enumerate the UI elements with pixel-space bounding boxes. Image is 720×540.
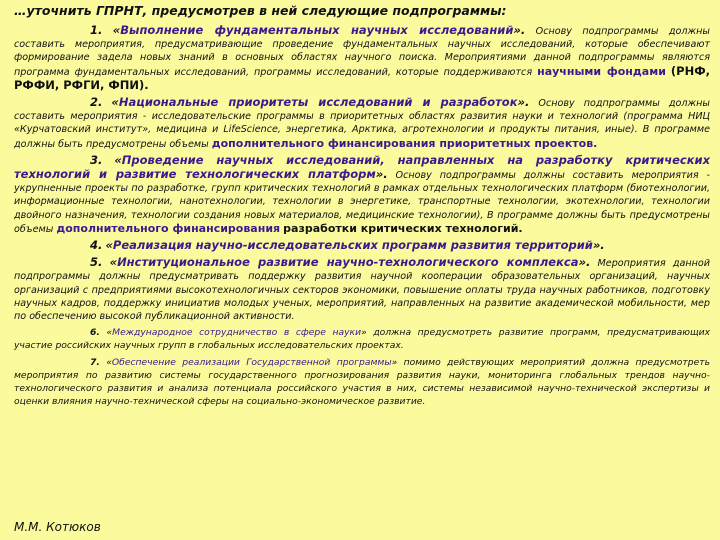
quote-open: « [114,152,122,167]
intro-heading: …уточнить ГПРНТ, предусмотрев в ней следующие подпрограммы: [14,3,507,18]
subprogram-1 [14,24,710,93]
subprogram-body: Основу подпрограммы должны составить мероприятия, предусматривающие проведение фундаментальных научных исследований, которые обеспечивают формирование задела новых знаний в основных областях научного поиска. Мероприятиями данной подпрограммы являются программа фундаментальных исследований, программы исследований, которые поддерживаются [14,26,710,78]
subprogram-4 [14,239,710,253]
subprogram-6 [14,326,710,352]
item-number: 6. [90,327,100,339]
quote-close: ». [517,95,530,110]
quote-close: ». [513,23,526,37]
subprogram-title: Выполнение фундаментальных научных исследований [120,23,514,37]
item-number: 2. [90,95,103,110]
quote-close: ». [375,167,388,182]
quote-close: ». [592,238,605,253]
subprogram-title: Проведение научных исследований, направленных на разработку критических технологий и развитие технологических платформ [14,152,710,182]
quote-close: » [361,327,367,339]
quote-close: » [391,356,398,368]
quote-open: « [106,327,113,339]
item-number: 1. [90,23,103,37]
quote-close: ». [578,255,591,270]
subprogram-body: должна предусмотреть развитие программ, предусматривающих участие российских научных групп в глобальных исследовательских проектах. [14,327,711,352]
quote-open: « [112,23,121,37]
quote-open: « [109,255,118,270]
subprogram-3 [14,154,710,236]
subprogram-body: Основу подпрограммы должны составить мероприятия - укрупненные проекты по разработке, групп критических технологий в рамках отдельных технологических платформ (биотехнологии, информационные технологии, нанотехнологии, технологии в энергетике, транспортные технологии, экотехнологии, технологии двойного назначения, технологии создания новых материалов, медицинские технологии), В программе должны быть предусмотрены объемы [14,170,710,235]
subprogram-5 [14,256,710,323]
financing-tail: разработки критических технологий. [283,221,523,235]
subprogram-2 [14,96,710,151]
subprogram-title: Реализация научно-исследовательских программ развития территорий [112,238,593,253]
financing-emphasis: дополнительного финансирования приоритетных проектов. [211,136,598,150]
subprogram-7 [14,356,710,409]
funds-emphasis: научными фондами [537,64,666,78]
subprogram-title: Международное сотрудничество в сфере науки [112,327,362,339]
quote-open: « [105,238,113,253]
quote-open: « [111,95,119,110]
author-name: М.М. Котюков [14,520,101,534]
subprogram-body: Основу подпрограммы должны составить мероприятия - исследовательские программы в приоритетных областях развития науки и технологий (программа НИЦ «Курчатовский институт», медицина и LifeScience, энергетика, Арктика, агротехнологии и продукты питания, иные). В программе должны быть предусмотрены объемы [14,98,710,150]
subprogram-title: Обеспечение реализации Государственной программы [111,356,392,368]
item-number: 4. [90,238,103,253]
item-number: 3. [90,152,103,167]
quote-open: « [106,356,112,368]
subprogram-body: помимо действующих мероприятий должна предусмотреть мероприятия по развитию системы государственного прогнозирования развития науки, мониторинга глобальных трендов научно-технологического развития и анализа потенциала российского участия в них, системы независимой научно-технической экспертизы и оценки влияния научно-технической сферы на социально-экономическое развитие. [14,356,711,408]
item-number: 7. [90,356,100,368]
funds-list: (РНФ, РФФИ, РФГИ, ФПИ). [14,63,710,92]
item-number: 5. [90,255,103,270]
subprogram-body: Мероприятия данной подпрограммы должны предусматривать поддержку развития научной кооперации образовательных организаций, научных организаций с предприятиями высокотехнологичных секторов экономики, повышение оплаты труда научных работников, подготовку научных кадров, поддержку инициатив молодых ученых, мероприятий, направленных на развитие академической мобильности, мер по обеспечению высокой публикационной активности. [14,258,710,323]
subprogram-title: Национальные приоритеты исследований и разработок [118,95,518,110]
financing-emphasis: дополнительного финансирования [56,221,281,235]
subprogram-title: Институциональное развитие научно-технологического комплекса [117,255,579,270]
